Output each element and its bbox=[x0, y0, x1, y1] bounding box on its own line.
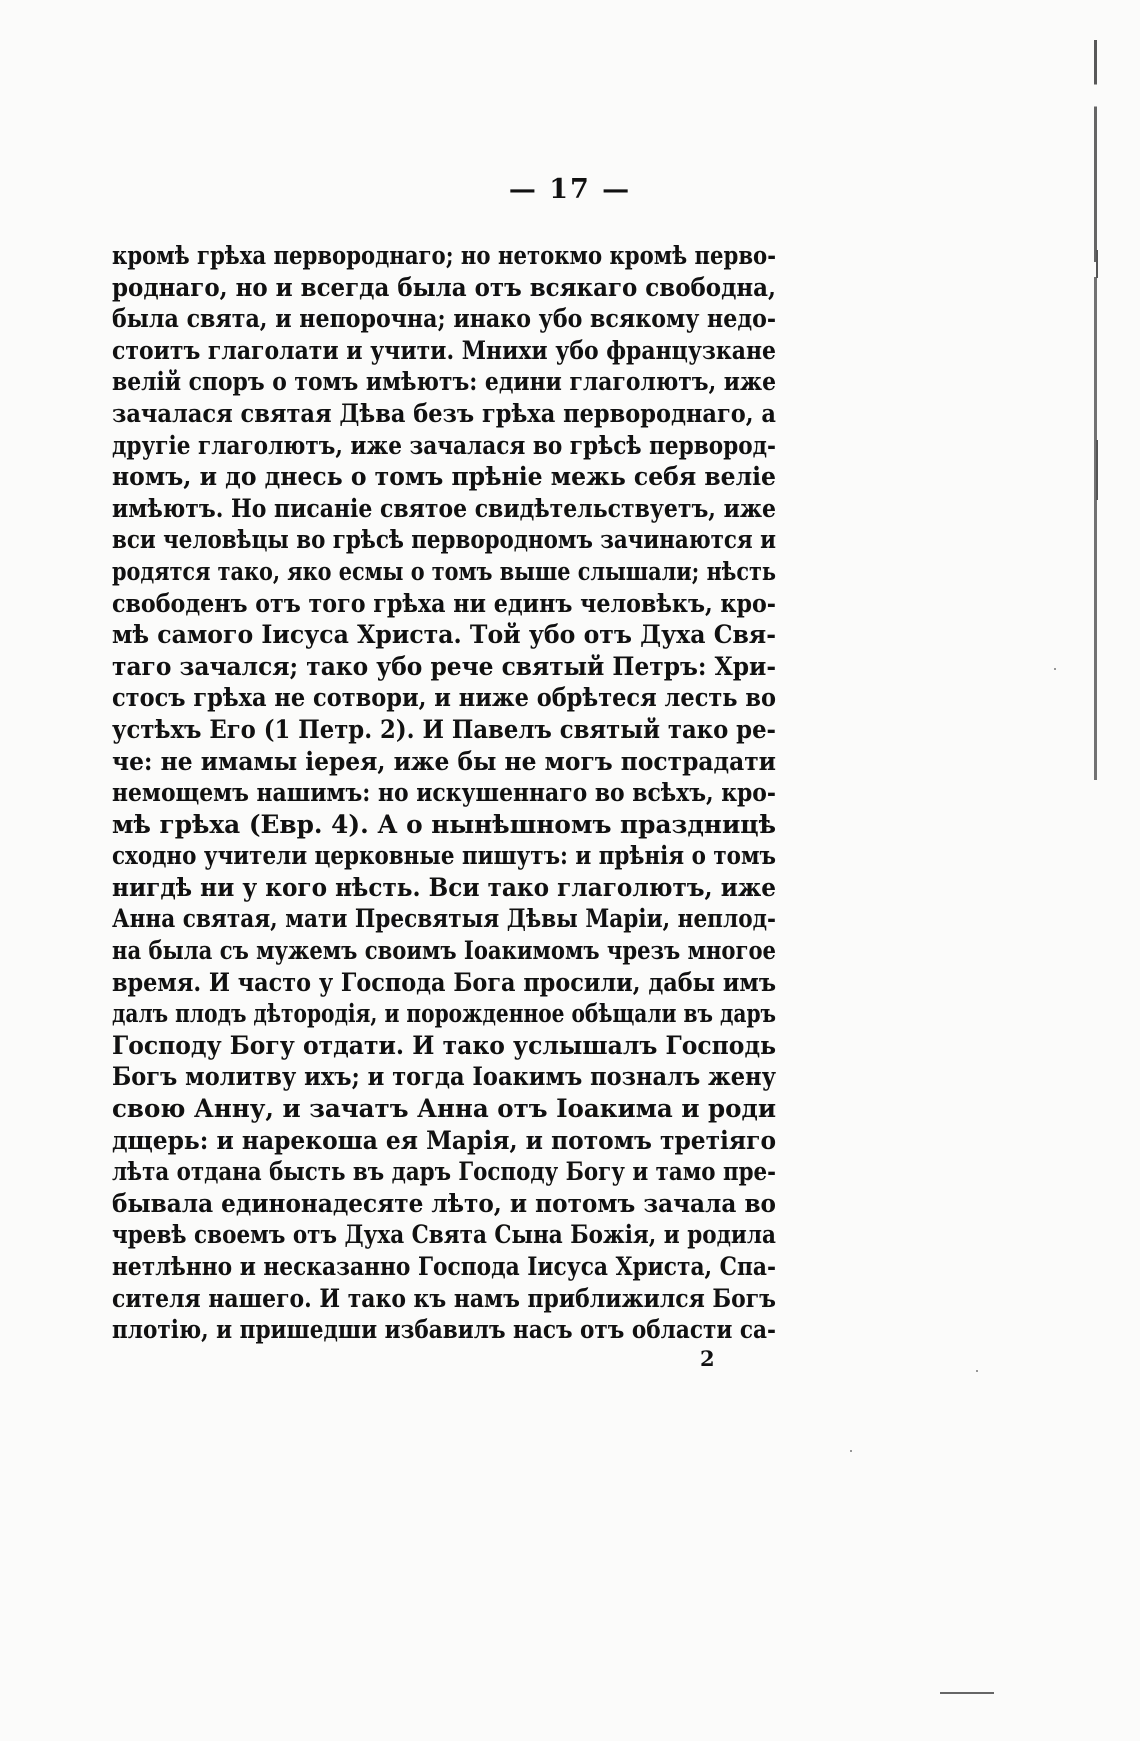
scan-edge-shadow bbox=[1094, 40, 1097, 780]
text-line: стосъ грѣха не сотвори, и ниже обрѣтеся лесть во bbox=[112, 683, 776, 713]
text-line: сходно учители церковные пишутъ: и прѣнія о томъ bbox=[112, 841, 776, 871]
text-line: дщерь: и нарекоша ея Марія, и потомъ третіяго bbox=[112, 1125, 776, 1155]
dust-speck bbox=[976, 1370, 978, 1372]
text-line: немощемъ нашимъ: но искушеннаго во всѣхъ, кро- bbox=[112, 778, 776, 808]
text-line: мѣ самого Іисуса Христа. Той убо отъ Духа Свя- bbox=[112, 620, 776, 650]
text-line: бывала единонадесяте лѣто, и потомъ зачала во bbox=[112, 1188, 776, 1218]
text-line: че: не имамы іерея, иже бы не могъ пострадати bbox=[112, 746, 776, 776]
text-line: далъ плодъ дѣтородія, и порожденное обѣщали въ даръ bbox=[112, 999, 776, 1029]
text-line: родятся тако, яко есмы о томъ выше слышали; нѣсть bbox=[112, 556, 776, 586]
text-line: чревѣ своемъ отъ Духа Свята Сына Божія, и родила bbox=[112, 1220, 776, 1250]
text-line: на была съ мужемъ своимъ Іоакимомъ чрезъ многое bbox=[112, 936, 776, 966]
text-line: таго зачался; тако убо рече святый Петръ: Хри- bbox=[112, 651, 776, 681]
text-line: Богъ молитву ихъ; и тогда Іоакимъ позналъ жену bbox=[112, 1062, 776, 1092]
text-line: зачалася святая Дѣва безъ грѣха первороднаго, а bbox=[112, 398, 776, 428]
text-line: свою Анну, и зачатъ Анна отъ Іоакима и роди bbox=[112, 1094, 776, 1124]
text-line: мѣ грѣха (Евр. 4). А о нынѣшномъ праздницѣ bbox=[112, 809, 776, 839]
page-number-header: — 17 — bbox=[508, 174, 632, 205]
text-line: другіе глаголютъ, иже зачалася во грѣсѣ первород- bbox=[112, 430, 776, 460]
text-line: кромѣ грѣха первороднаго; но нетокмо кромѣ перво- bbox=[112, 241, 776, 270]
text-line: Господу Богу отдати. И тако услышалъ Господь bbox=[112, 1030, 776, 1060]
text-line: плотію, и пришедши избавилъ насъ отъ области са- bbox=[112, 1315, 776, 1345]
body-text bbox=[112, 240, 776, 1346]
dust-speck bbox=[850, 1450, 852, 1452]
text-line: стоитъ глаголати и учити. Мнихи убо французкане bbox=[112, 335, 776, 365]
text-line: велій споръ о томъ имѣютъ: едини глаголютъ, иже bbox=[112, 367, 776, 397]
scan-mark bbox=[1096, 440, 1098, 500]
scan-dash-mark bbox=[940, 1692, 994, 1694]
text-line: нигдѣ ни у кого нѣсть. Вси тако глаголютъ, иже bbox=[112, 872, 776, 902]
text-line: время. И часто у Господа Бога просили, дабы имъ bbox=[112, 967, 776, 997]
scan-mark bbox=[1096, 250, 1098, 278]
text-line: Анна святая, мати Пресвятыя Дѣвы Маріи, неплод- bbox=[112, 904, 776, 934]
text-line: нетлѣнно и несказанно Господа Іисуса Христа, Спа- bbox=[112, 1252, 776, 1281]
text-line: лѣта отдана бысть въ даръ Господу Богу и тамо пре- bbox=[112, 1157, 776, 1187]
text-line: свободенъ отъ того грѣха ни единъ человѣкъ, кро- bbox=[112, 588, 776, 618]
text-line: устѣхъ Его (1 Петр. 2). И Павелъ святый тако ре- bbox=[112, 714, 776, 744]
text-line: сителя нашего. И тако къ намъ приближился Богъ bbox=[112, 1283, 776, 1313]
dust-speck bbox=[1054, 668, 1056, 670]
text-line: номъ, и до днесь о томъ прѣніе межь себя веліе bbox=[112, 462, 776, 492]
text-line: имѣютъ. Но писаніе святое свидѣтельствуетъ, иже bbox=[112, 493, 776, 523]
signature-mark: 2 bbox=[700, 1346, 715, 1371]
text-line: вси человѣцы во грѣсѣ первородномъ зачинаются и bbox=[112, 525, 776, 555]
text-line: роднаго, но и всегда была отъ всякаго свободна, bbox=[112, 272, 776, 302]
text-line: была свята, и непорочна; инако убо всякому недо- bbox=[112, 304, 776, 334]
